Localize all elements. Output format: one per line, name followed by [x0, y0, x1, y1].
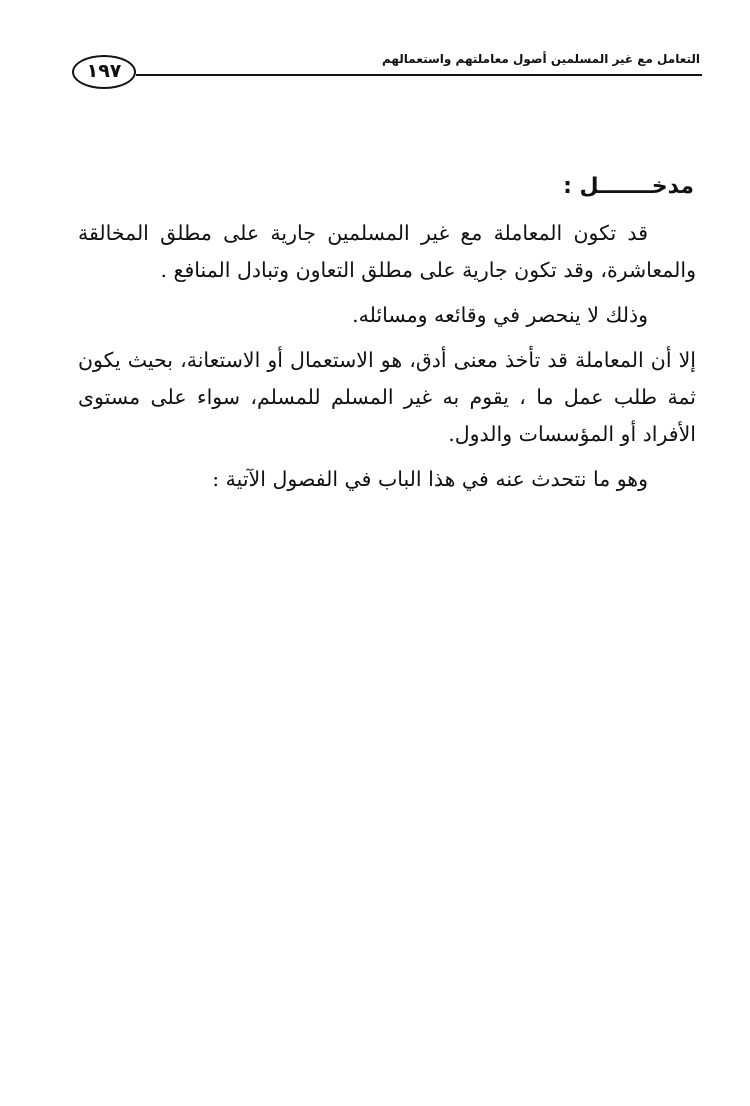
- paragraph-1: قد تكون المعاملة مع غير المسلمين جارية على مطلق المخالقة والمعاشرة، وقد تكون جارية على مطلق التعاون وتبادل المنافع .: [78, 221, 696, 282]
- paragraph-3: إلا أن المعاملة قد تأخذ معنى أدق، هو الاستعمال أو الاستعانة، بحيث يكون ثمة طلب عمل ما ، يقوم به غير المسلم للمسلم، سواء على مستوى الأفراد أو المؤسسات والدول.: [78, 348, 696, 446]
- section-heading: مدخـــــــل :: [563, 174, 694, 199]
- header-rule: [136, 74, 702, 76]
- running-header-title: التعامل مع غير المسلمين أصول معاملتهم واستعمالهم: [381, 52, 700, 66]
- paragraph-4: وهو ما نتحدث عنه في هذا الباب في الفصول الآتية :: [212, 467, 648, 491]
- page-number: ١٩٧: [72, 55, 136, 89]
- paragraph-2: وذلك لا ينحصر في وقائعه ومسائله.: [352, 303, 648, 327]
- page-body: [78, 168, 696, 506]
- page-header: [72, 44, 702, 104]
